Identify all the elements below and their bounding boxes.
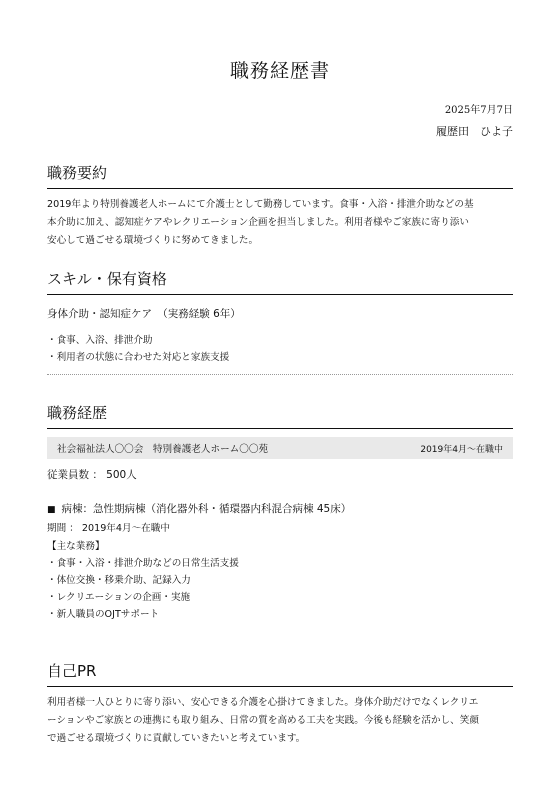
ward-line [47, 501, 513, 518]
employee-count: 従業員数 ： 500人 [47, 469, 137, 481]
document-title: 職務経歴書 [229, 60, 330, 82]
company-period: 2019年4月～在職中 [420, 444, 503, 455]
skills-heading: スキル・保有資格 [47, 268, 513, 295]
summary-line: 2019年より特別養護老人ホームにて介護士として勤務しています。食事・入浴・排泄介助などの基 [47, 199, 474, 210]
period-line: 期間 ： 2019年4月～在職中 [47, 523, 170, 534]
company-bar [47, 437, 513, 459]
duty-item: ・レクリエーションの企画・実施 [47, 592, 191, 603]
square-bullet-icon: ■ [47, 505, 56, 515]
duties-label: 【主な業務】 [47, 541, 105, 552]
duty-item: ・新人職員のOJTサポート [47, 609, 160, 620]
summary-heading: 職務要約 [47, 162, 513, 189]
applicant-name: 履歴田 ひよ子 [436, 125, 513, 138]
summary-section [47, 162, 513, 250]
skills-section [47, 268, 513, 375]
summary-text [47, 196, 513, 250]
skill-item: ・利用者の状態に合わせた対応と家族支援 [47, 352, 230, 363]
summary-line: 本介助に加え、認知症ケアやレクリエーション企画を担当しました。利用者様やご家族に寄り添い [47, 217, 469, 228]
pr-line: 利用者様一人ひとりに寄り添い、安心できる介護を心掛けてきました。身体介助だけでなくレクリエ [47, 697, 479, 708]
pr-line: で過ごせる環境づくりに貢献していきたいと考えています。 [47, 733, 306, 744]
ward-text: 病棟：急性期病棟（消化器外科・循環器内科混合病棟 45床） [61, 503, 352, 515]
duty-item: ・体位交換・移乗介助、記録入力 [47, 575, 191, 586]
skill-item: ・食事、入浴、排泄介助 [47, 335, 153, 346]
career-heading: 職務経歴 [47, 402, 513, 429]
company-name: 社会福祉法人〇〇会 特別養護老人ホーム〇〇苑 [57, 444, 269, 455]
career-section [47, 402, 513, 623]
pr-section [47, 660, 513, 748]
document-date: 2025年7月7日 [444, 105, 513, 116]
skill-list [47, 332, 513, 366]
duty-item: ・食事・入浴・排泄介助などの日常生活支援 [47, 558, 239, 569]
pr-text [47, 694, 513, 748]
dotted-divider [47, 374, 513, 375]
pr-heading: 自己PR [47, 660, 513, 687]
skill-main: 身体介助・認知症ケア （実務経験 6年） [47, 308, 241, 320]
pr-line: ーションやご家族との連携にも取り組み、日常の質を高める工夫を実践。今後も経験を活かし、笑顔 [47, 715, 479, 726]
duties-list [47, 555, 513, 623]
summary-line: 安心して過ごせる環境づくりに努めてきました。 [47, 235, 259, 246]
